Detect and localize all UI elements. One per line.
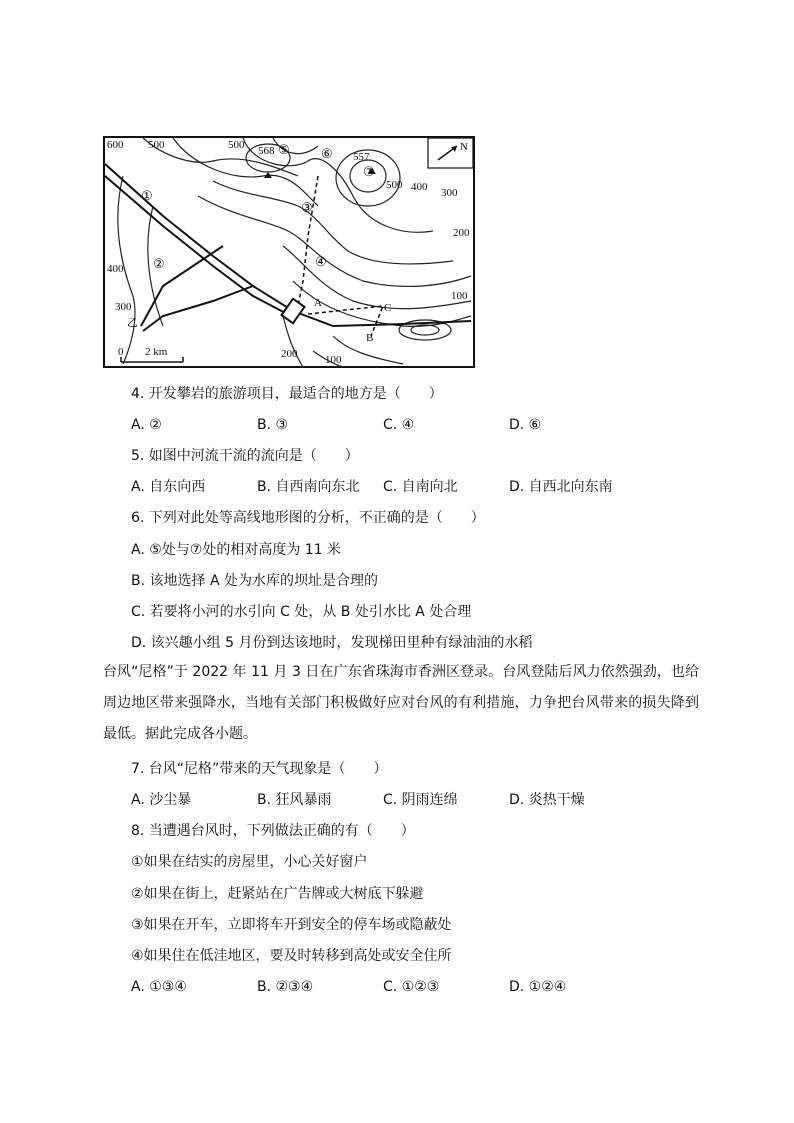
question-8-statement-2: ②如果在街上，赶紧站在广告牌或大树底下躲避 (131, 886, 424, 902)
point-b-label: B (366, 332, 374, 344)
question-4-option-b: B. ③ (257, 417, 289, 433)
location-6: ⑥ (321, 146, 333, 161)
question-7-option-a: A. 沙尘暴 (131, 792, 192, 808)
question-5-option-b: B. 自西南向东北 (257, 479, 360, 495)
question-7-option-b: B. 狂风暴雨 (257, 792, 332, 808)
contour-label: 200 (281, 348, 298, 360)
peak-elevation: 568 (258, 145, 275, 157)
location-7: ⑦ (363, 164, 375, 179)
question-8-option-b: B. ②③④ (257, 979, 314, 995)
contour-label: 100 (325, 354, 342, 366)
contour-map (103, 136, 475, 368)
contour-label: 300 (115, 301, 132, 313)
point-a-label: A (314, 297, 322, 309)
question-6-option-c: C. 若要将小河的水引向 C 处，从 B 处引水比 A 处合理 (131, 604, 472, 620)
question-8-statement-4: ④如果住在低洼地区，要及时转移到高处或安全住所 (131, 948, 452, 964)
question-8-option-a: A. ①③④ (131, 979, 187, 995)
contour-label: 500 (148, 139, 165, 151)
question-4-option-a: A. ② (131, 417, 162, 433)
point-yi-label: 乙 (127, 317, 138, 329)
question-8-statement-3: ③如果在开车，立即将车开到安全的停车场或隐蔽处 (131, 917, 452, 933)
question-7-option-c: C. 阴雨连绵 (383, 792, 458, 808)
question-8-statement-1: ①如果在结实的房屋里，小心关好窗户 (131, 854, 368, 870)
question-7-stem: 7. 台风“尼格”带来的天气现象是（ ） (131, 761, 388, 777)
contour-label: 200 (453, 227, 470, 239)
question-7-option-d: D. 炎热干燥 (509, 792, 585, 808)
question-5-stem: 5. 如图中河流干流的流向是（ ） (131, 448, 359, 464)
question-5-option-d: D. 自西北向东南 (509, 479, 613, 495)
question-8-option-c: C. ①②③ (383, 979, 440, 995)
question-8-stem: 8. 当遭遇台风时，下列做法正确的有（ ） (131, 823, 415, 839)
contour-label: 600 (107, 139, 124, 151)
question-4-stem: 4. 开发攀岩的旅游项目，最适合的地方是（ ） (131, 386, 443, 402)
scale-text: 2 km (145, 346, 168, 358)
location-4: ④ (315, 254, 327, 269)
question-5-option-c: C. 自南向北 (383, 479, 458, 495)
question-4-option-d: D. ⑥ (509, 417, 542, 433)
contour-label: 300 (441, 187, 458, 199)
scale-zero: 0 (118, 346, 124, 358)
contour-label: 100 (451, 290, 468, 302)
typhoon-passage: 台风“尼格”于 2022 年 11 月 3 日在广东省珠海市香洲区登录。台风登陆后风力依然强劲，也给周边地区带来强降水，当地有关部门积极做好应对台风的有利措施，力争把台风带来的损失降到最低。据此完成各小题。 (103, 664, 699, 742)
location-1: ① (141, 188, 153, 203)
question-6-stem: 6. 下列对此处等高线地形图的分析，不正确的是（ ） (131, 510, 485, 526)
location-3: ③ (301, 200, 313, 215)
question-4-option-c: C. ④ (383, 417, 415, 433)
contour-map-svg (103, 136, 475, 368)
contour-label: 400 (107, 263, 124, 275)
point-c-label: C (384, 302, 392, 314)
contour-label: 500 (386, 179, 403, 191)
contour-label: 500 (228, 139, 245, 151)
peak-elevation: 557 (353, 151, 370, 163)
question-6-option-d: D. 该兴趣小组 5 月份到达该地时，发现梯田里种有绿油油的水稻 (131, 635, 533, 651)
contour-label: 400 (411, 181, 428, 193)
north-label: N (460, 141, 468, 153)
question-8-option-d: D. ①②④ (509, 979, 567, 995)
question-5-option-a: A. 自东向西 (131, 479, 206, 495)
question-6-option-b: B. 该地选择 A 处为水库的坝址是合理的 (131, 573, 378, 589)
question-6-option-a: A. ⑤处与⑦处的相对高度为 11 米 (131, 542, 342, 558)
location-5: ⑤ (278, 142, 290, 157)
location-2: ② (153, 256, 165, 271)
